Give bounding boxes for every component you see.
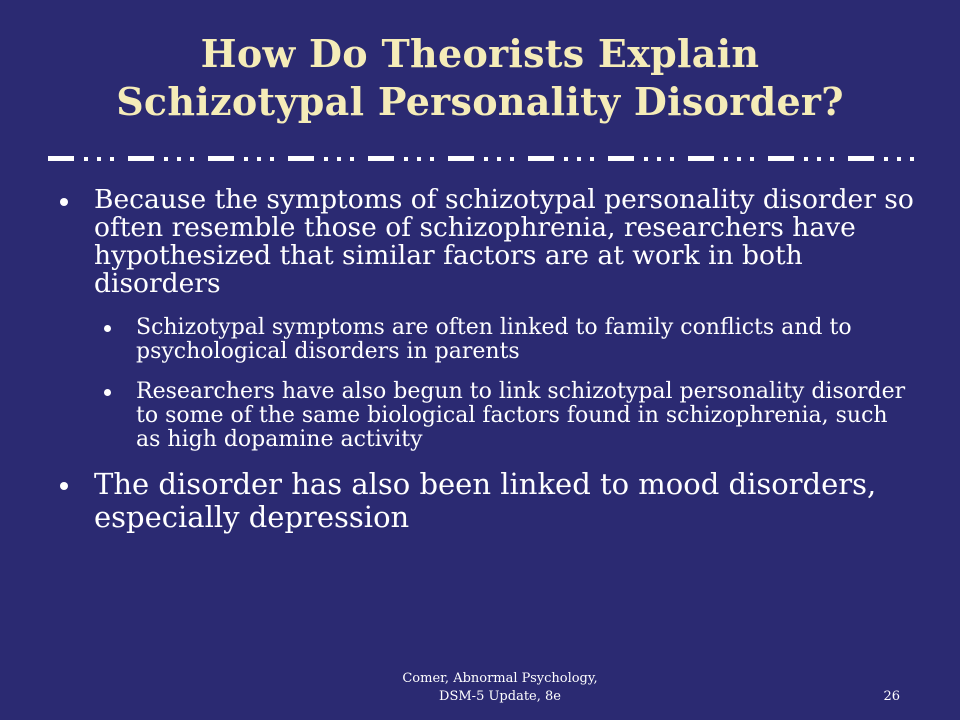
- bullet-2: [58, 468, 918, 534]
- divider-dash: [128, 156, 154, 161]
- slide-body: [58, 186, 918, 552]
- divider-dash: [528, 156, 554, 161]
- divider-dot: [670, 157, 674, 161]
- divider-dot: [750, 157, 754, 161]
- bullet-dot: [60, 198, 68, 206]
- divider-dot: [110, 157, 114, 161]
- divider-dot: [164, 157, 168, 161]
- divider-dash: [368, 156, 394, 161]
- divider-dot: [657, 157, 661, 161]
- divider-dash: [768, 156, 794, 161]
- sub-bullet-2-text: Researchers have also begun to link schizotypal personality disorder to some of the same biological factors found in schizophrenia, such as high dopamine activity: [136, 379, 906, 452]
- divider-dot: [430, 157, 434, 161]
- divider-dash: [48, 156, 74, 161]
- divider-dot: [510, 157, 514, 161]
- divider-dot: [484, 157, 488, 161]
- sub-bullet-dot: [104, 389, 111, 396]
- divider-dot: [257, 157, 261, 161]
- sub-bullet-dot: [104, 325, 111, 332]
- divider-dot: [84, 157, 88, 161]
- bullet-1-text: Because the symptoms of schizotypal personality disorder so often resemble those of schizophrenia, researchers have hypothesized that similar factors are at work in both disorders: [94, 184, 914, 299]
- title-line-2: Schizotypal Personality Disorder?: [116, 79, 844, 124]
- divider-dot: [497, 157, 501, 161]
- divider-dot: [404, 157, 408, 161]
- bullet-1: [58, 186, 918, 298]
- bullet-dot: [60, 482, 68, 490]
- divider-dot: [724, 157, 728, 161]
- divider-dot: [190, 157, 194, 161]
- divider-dash: [608, 156, 634, 161]
- title-divider: [48, 155, 914, 163]
- divider-dot: [644, 157, 648, 161]
- page-number: 26: [883, 689, 900, 704]
- divider-dash: [208, 156, 234, 161]
- sub-bullet-1-text: Schizotypal symptoms are often linked to family conflicts and to psychological disorders in parents: [136, 315, 852, 364]
- divider-dot: [590, 157, 594, 161]
- slide-title: [40, 30, 920, 126]
- footer-line-1: Comer, Abnormal Psychology,: [402, 671, 598, 686]
- divider-dot: [417, 157, 421, 161]
- divider-dot: [244, 157, 248, 161]
- title-line-1: How Do Theorists Explain: [200, 31, 760, 76]
- divider-dot: [830, 157, 834, 161]
- divider-dot: [270, 157, 274, 161]
- divider-dot: [804, 157, 808, 161]
- divider-dot: [817, 157, 821, 161]
- footer-citation: [370, 670, 630, 706]
- divider-dot: [337, 157, 341, 161]
- divider-dot: [897, 157, 901, 161]
- divider-dash: [288, 156, 314, 161]
- divider-dot: [737, 157, 741, 161]
- sub-bullet-2: [94, 380, 918, 452]
- divider-dot: [324, 157, 328, 161]
- bullet-2-text: The disorder has also been linked to mood disorders, especially depression: [94, 467, 877, 534]
- divider-dash: [448, 156, 474, 161]
- divider-dot: [177, 157, 181, 161]
- divider-dot: [910, 157, 914, 161]
- sub-bullet-1: [94, 316, 918, 364]
- divider-dot: [577, 157, 581, 161]
- divider-dot: [97, 157, 101, 161]
- footer-line-2: DSM-5 Update, 8e: [439, 689, 561, 704]
- divider-dot: [350, 157, 354, 161]
- divider-dot: [564, 157, 568, 161]
- divider-dash: [688, 156, 714, 161]
- divider-dash: [848, 156, 874, 161]
- divider-dot: [884, 157, 888, 161]
